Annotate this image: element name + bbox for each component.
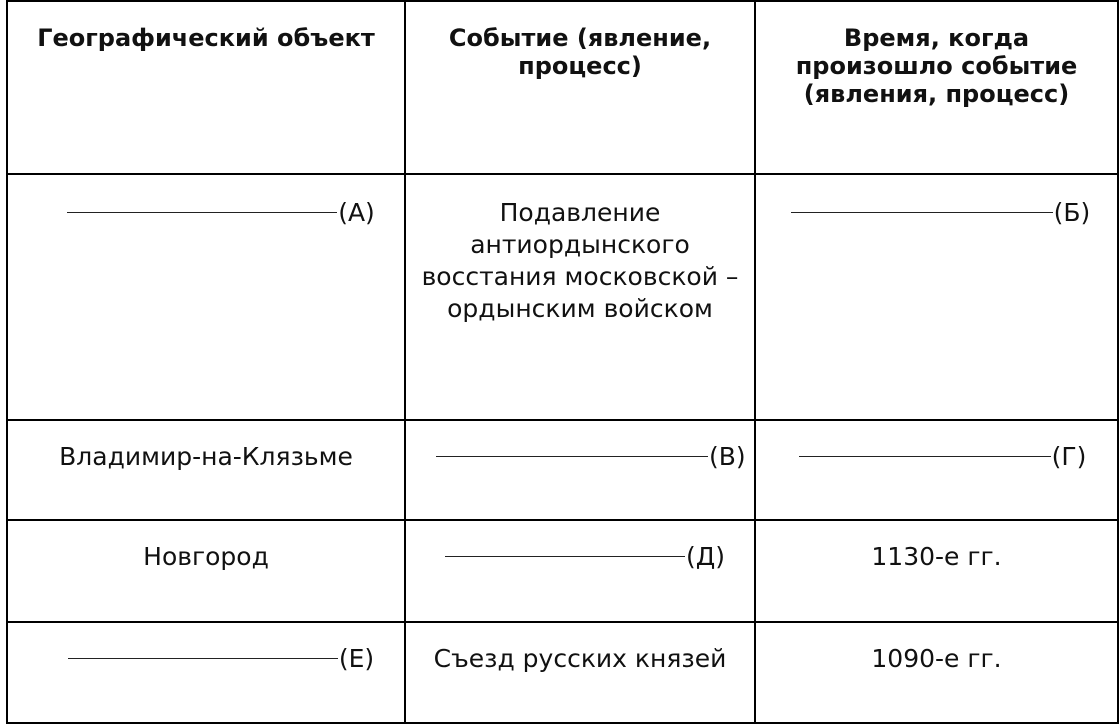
header-row [7, 1, 1118, 174]
cell-object-a [7, 174, 405, 420]
blank-label: (Б) [1053, 198, 1091, 227]
cell-object: Новгород [7, 520, 405, 622]
geography-events-table [6, 0, 1119, 724]
header-event: Событие (явление, процесс) [405, 1, 755, 174]
answer-blank-e[interactable] [68, 643, 374, 675]
cell-time: 1090-е гг. [755, 622, 1118, 723]
blank-line [67, 212, 337, 213]
answer-blank-v[interactable] [436, 441, 746, 473]
cell-event: Подавление антиордынского восстания московской – ордынским войском [405, 174, 755, 420]
header-geographic-object: Географический объект [7, 1, 405, 174]
cell-time-g [755, 420, 1118, 520]
blank-line [436, 456, 708, 457]
table-row [7, 174, 1118, 420]
cell-event: Съезд русских князей [405, 622, 755, 723]
answer-blank-d[interactable] [445, 541, 725, 573]
blank-line [445, 556, 685, 557]
cell-event-v [405, 420, 755, 520]
blank-label: (Е) [338, 644, 375, 673]
cell-time: 1130-е гг. [755, 520, 1118, 622]
table-row [7, 520, 1118, 622]
table-row [7, 420, 1118, 520]
answer-blank-b[interactable] [791, 197, 1091, 229]
table-row [7, 622, 1118, 723]
cell-object-e [7, 622, 405, 723]
cell-event-d [405, 520, 755, 622]
cell-object: Владимир-на-Клязьме [7, 420, 405, 520]
blank-label: (Г) [1051, 442, 1087, 471]
blank-label: (А) [338, 198, 375, 227]
header-time: Время, когда произошло событие (явления, процесс) [755, 1, 1118, 174]
blank-line [791, 212, 1053, 213]
table-container [6, 0, 1119, 724]
answer-blank-g[interactable] [799, 441, 1087, 473]
cell-time-b [755, 174, 1118, 420]
blank-line [799, 456, 1051, 457]
blank-line [68, 658, 338, 659]
answer-blank-a[interactable] [67, 197, 375, 229]
blank-label: (Д) [685, 542, 726, 571]
blank-label: (В) [709, 442, 746, 471]
